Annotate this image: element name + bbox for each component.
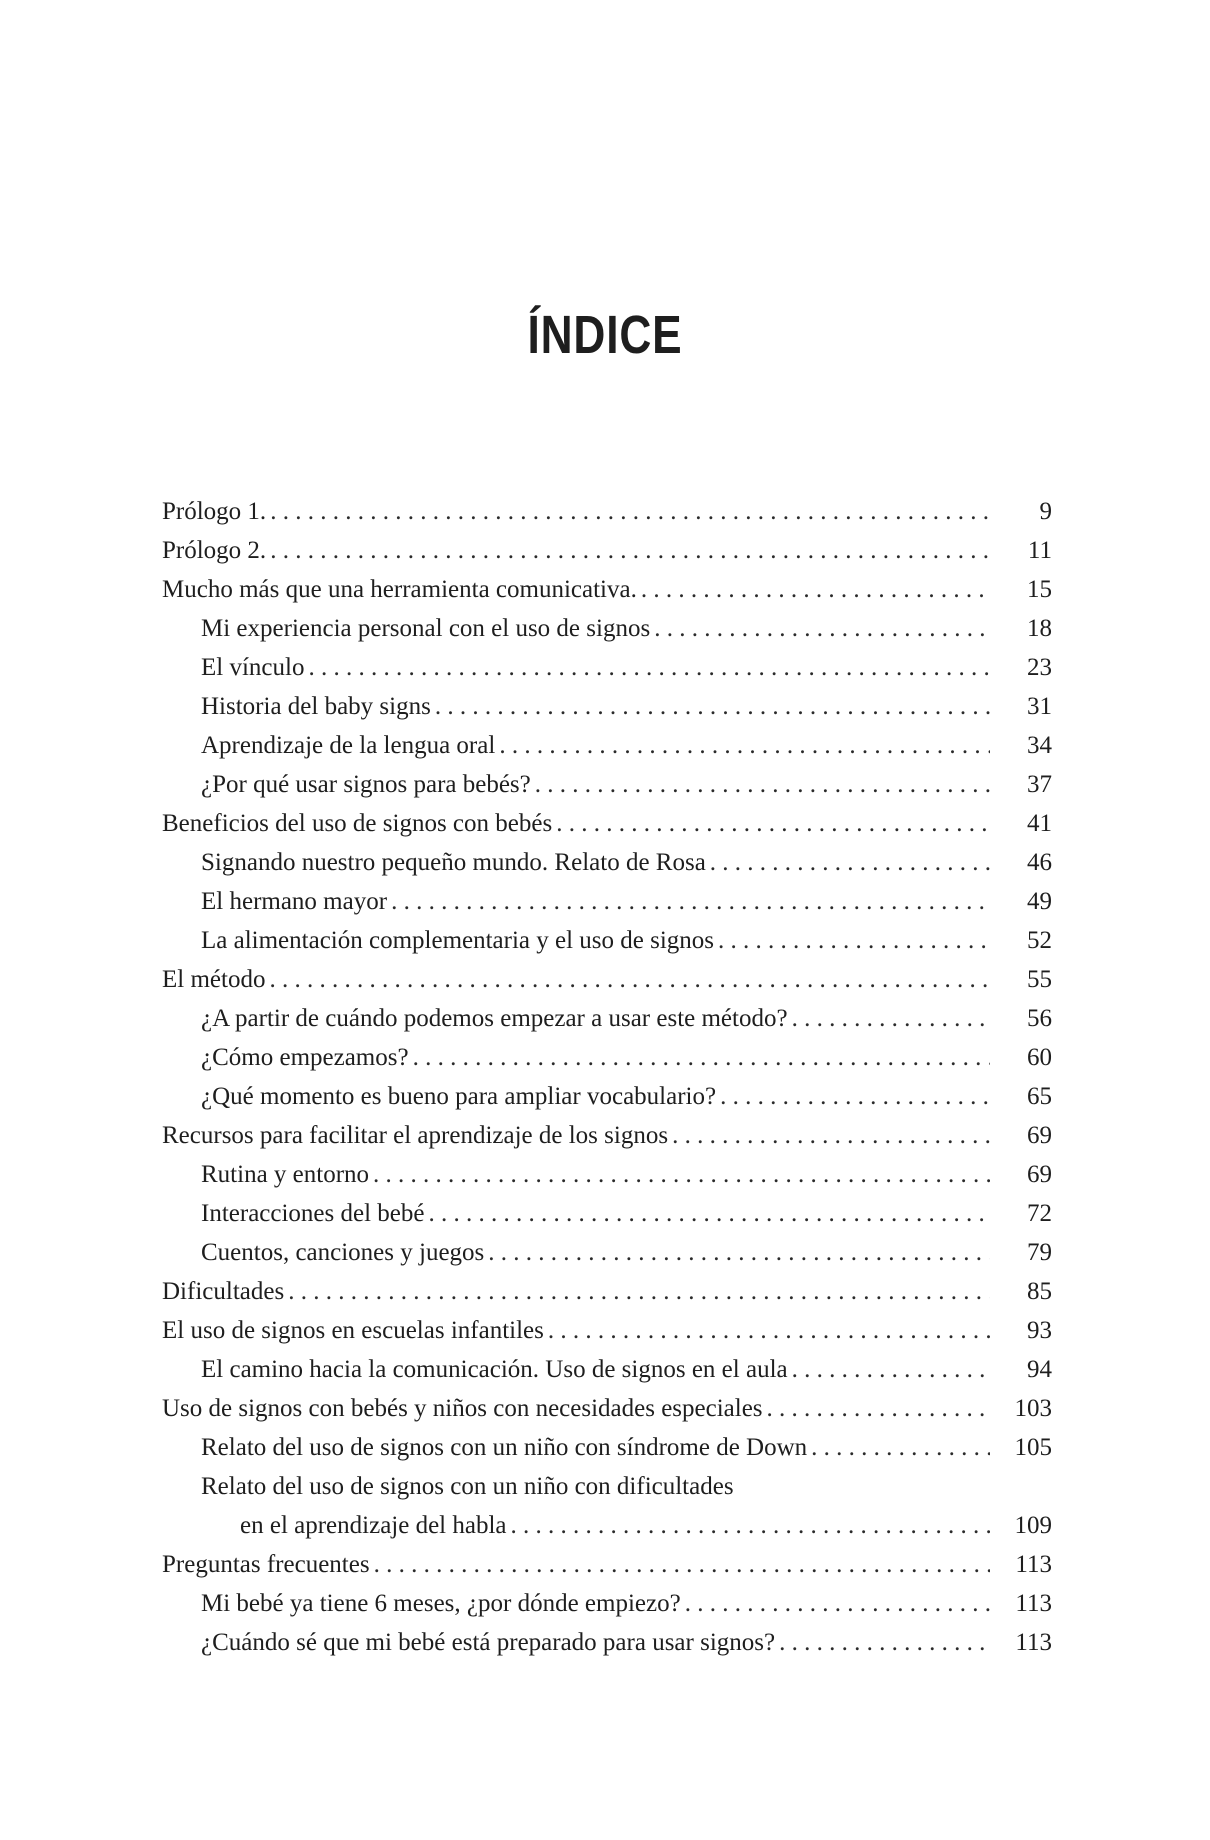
toc-page-number: 41 (1027, 810, 1052, 837)
toc-page-number: 85 (1027, 1278, 1052, 1305)
toc-page-number: 72 (1027, 1200, 1052, 1227)
toc-page-number: 93 (1027, 1317, 1052, 1344)
toc-entry (162, 1350, 1052, 1389)
dot-leader (374, 1545, 990, 1584)
toc-entry (162, 726, 1052, 765)
toc-page-number: 69 (1027, 1161, 1052, 1188)
toc-page-number: 103 (1014, 1395, 1052, 1422)
dot-leader (718, 921, 990, 960)
dot-leader (767, 1389, 990, 1428)
dot-leader (535, 765, 990, 804)
toc-entry-title: Interacciones del bebé (201, 1200, 425, 1227)
page-title: ÍNDICE (527, 305, 683, 366)
toc-entry (162, 531, 1052, 570)
toc-entry (162, 1155, 1052, 1194)
toc-entry (162, 804, 1052, 843)
toc-entry-title: Aprendizaje de la lengua oral (201, 732, 496, 759)
toc-entry (162, 882, 1052, 921)
toc-entry (162, 1038, 1052, 1077)
toc-entry-title: Dificultades (162, 1278, 285, 1305)
dot-leader (488, 1233, 990, 1272)
dot-leader (511, 1506, 990, 1545)
toc-entry (162, 648, 1052, 687)
toc-entry-title: Mi experiencia personal con el uso de signos (201, 615, 651, 642)
dot-leader (685, 1584, 990, 1623)
toc-entry (162, 1506, 1052, 1545)
toc-page-number: 56 (1027, 1005, 1052, 1032)
toc-page-number: 113 (1015, 1551, 1052, 1578)
toc-entry-title: Uso de signos con bebés y niños con necesidades especiales (162, 1395, 763, 1422)
dot-leader (792, 999, 990, 1038)
toc-entry-title: Signando nuestro pequeño mundo. Relato de Rosa (201, 849, 706, 876)
toc-page-number: 65 (1027, 1083, 1052, 1110)
toc-entry-title: El vínculo (201, 654, 305, 681)
toc-entry (162, 960, 1052, 999)
dot-leader (270, 492, 990, 531)
toc-entry-title: Relato del uso de signos con un niño con síndrome de Down (201, 1434, 808, 1461)
dot-leader (288, 1272, 990, 1311)
toc-page-number: 23 (1027, 654, 1052, 681)
toc-entry-title: Beneficios del uso de signos con bebés (162, 810, 553, 837)
toc-page-number: 69 (1027, 1122, 1052, 1149)
toc-page-number: 18 (1027, 615, 1052, 642)
toc-page-number: 113 (1015, 1629, 1052, 1656)
toc-page-number: 94 (1027, 1356, 1052, 1383)
dot-leader (429, 1194, 991, 1233)
toc-entry (162, 1623, 1052, 1662)
toc-entry (162, 1389, 1052, 1428)
dot-leader (654, 609, 990, 648)
dot-leader (435, 687, 990, 726)
toc-entry-title: Cuentos, canciones y juegos (201, 1239, 485, 1266)
dot-leader (672, 1116, 990, 1155)
toc-page-number: 46 (1027, 849, 1052, 876)
toc-entry-title: El hermano mayor (201, 888, 388, 915)
toc-entry-title: El uso de signos en escuelas infantiles (162, 1317, 544, 1344)
toc-entry (162, 492, 1052, 531)
dot-leader (710, 843, 990, 882)
dot-leader (556, 804, 990, 843)
toc-entry-title: ¿A partir de cuándo podemos empezar a usar este método? (201, 1005, 788, 1032)
dot-leader (641, 570, 990, 609)
toc-entry-title: en el aprendizaje del habla (240, 1512, 507, 1539)
toc-page-number: 11 (1027, 537, 1052, 564)
dot-leader (499, 726, 990, 765)
dot-leader (269, 960, 990, 999)
toc-entry-title: Prólogo 2. (162, 537, 267, 564)
toc-entry-title: ¿Por qué usar signos para bebés? (201, 771, 531, 798)
toc-entry-title: Preguntas frecuentes (162, 1551, 370, 1578)
toc-entry-title: Historia del baby signs (201, 693, 431, 720)
toc-entry-title: Mucho más que una herramienta comunicativa. (162, 576, 637, 603)
toc-entry (162, 765, 1052, 804)
toc-page-number: 55 (1027, 966, 1052, 993)
toc-entry-title: ¿Cuándo sé que mi bebé está preparado para usar signos? (201, 1629, 776, 1656)
toc-entry (162, 1116, 1052, 1155)
toc-entry (162, 1077, 1052, 1116)
toc-entry (162, 1428, 1052, 1467)
toc-page-number: 9 (1039, 498, 1052, 525)
toc-entry (162, 687, 1052, 726)
toc-page-number: 52 (1027, 927, 1052, 954)
toc-entry-title: Rutina y entorno (201, 1161, 370, 1188)
toc-entry (162, 999, 1052, 1038)
dot-leader (308, 648, 990, 687)
dot-leader (548, 1311, 990, 1350)
toc-entry-title: ¿Cómo empezamos? (201, 1044, 409, 1071)
dot-leader (391, 882, 990, 921)
toc-entry-title: ¿Qué momento es bueno para ampliar vocabulario? (201, 1083, 717, 1110)
toc-page-number: 109 (1014, 1512, 1052, 1539)
table-of-contents (162, 492, 1052, 1662)
dot-leader (270, 531, 990, 570)
toc-entry-title: Mi bebé ya tiene 6 meses, ¿por dónde empiezo? (201, 1590, 681, 1617)
dot-leader (720, 1077, 990, 1116)
dot-leader (811, 1428, 990, 1467)
toc-entry-title: El método (162, 966, 266, 993)
toc-entry (162, 1545, 1052, 1584)
toc-entry (162, 1311, 1052, 1350)
toc-page-number: 79 (1027, 1239, 1052, 1266)
toc-page-number: 113 (1015, 1590, 1052, 1617)
toc-entry-title: El camino hacia la comunicación. Uso de signos en el aula (201, 1356, 788, 1383)
dot-leader (373, 1155, 990, 1194)
toc-entry-title: La alimentación complementaria y el uso de signos (201, 927, 715, 954)
toc-entry (162, 570, 1052, 609)
dot-leader (792, 1350, 990, 1389)
toc-entry (162, 921, 1052, 960)
toc-page-number: 60 (1027, 1044, 1052, 1071)
toc-page-number: 49 (1027, 888, 1052, 915)
toc-entry (162, 609, 1052, 648)
toc-entry (162, 843, 1052, 882)
toc-entry (162, 1272, 1052, 1311)
dot-leader (413, 1038, 990, 1077)
toc-entry (162, 1194, 1052, 1233)
toc-entry (162, 1233, 1052, 1272)
toc-entry-title: Recursos para facilitar el aprendizaje de los signos (162, 1122, 669, 1149)
toc-entry (162, 1584, 1052, 1623)
toc-page-number: 31 (1027, 693, 1052, 720)
dot-leader (779, 1623, 990, 1662)
toc-entry-title: Relato del uso de signos con un niño con dificultades (201, 1473, 734, 1500)
toc-page-number: 105 (1014, 1434, 1052, 1461)
toc-page-number: 37 (1027, 771, 1052, 798)
toc-entry-title: Prólogo 1. (162, 498, 267, 525)
toc-entry (162, 1467, 1052, 1506)
toc-page-number: 15 (1027, 576, 1052, 603)
toc-page-number: 34 (1027, 732, 1052, 759)
